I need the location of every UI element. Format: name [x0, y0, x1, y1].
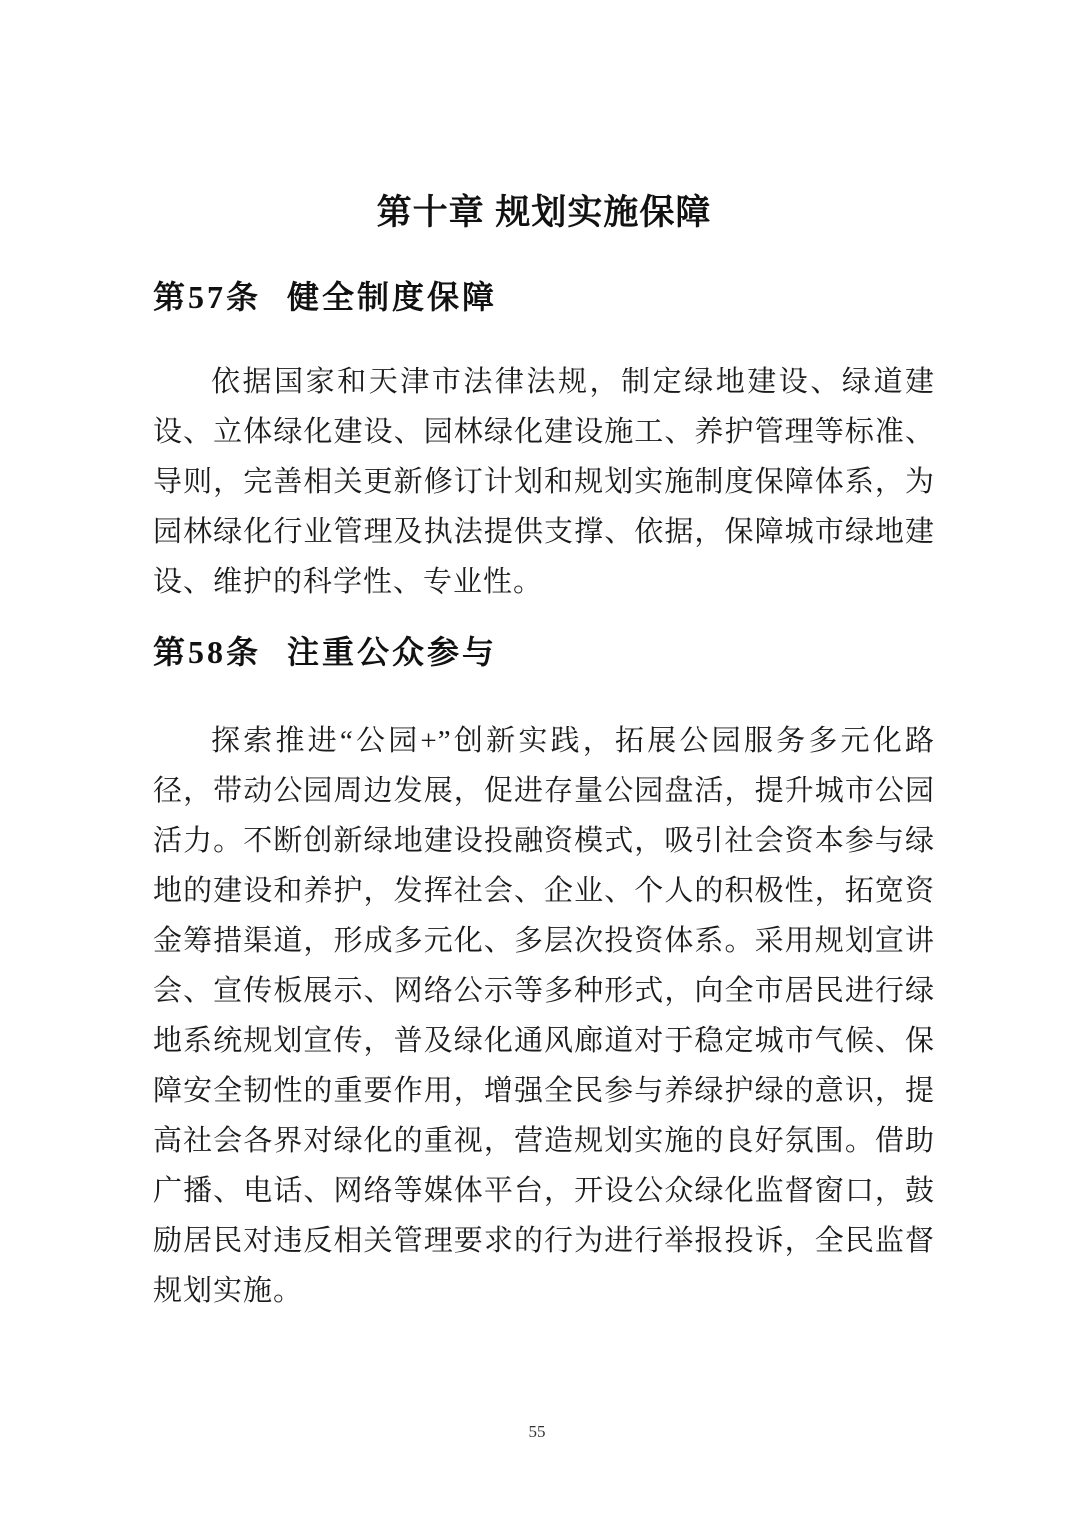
text-line: 依据国家和天津市法律法规，制定绿地建设、绿道建 [211, 366, 935, 398]
text-line: 规划实施。 [153, 1275, 304, 1307]
text-line: 设、立体绿化建设、园林绿化建设施工、养护管理等标准、 [153, 416, 935, 448]
text-line: 活力。不断创新绿地建设投融资模式，吸引社会资本参与绿 [153, 825, 935, 857]
article-58-heading [153, 632, 935, 672]
text-line: 地的建设和养护，发挥社会、企业、个人的积极性，拓宽资 [153, 875, 935, 907]
article-58-paragraph [153, 716, 935, 1316]
text-line: 广播、电话、网络等媒体平台，开设公众绿化监督窗口，鼓 [153, 1175, 935, 1207]
text-line: 设、维护的科学性、专业性。 [153, 566, 544, 598]
text-line: 励居民对违反相关管理要求的行为进行举报投诉，全民监督 [153, 1225, 935, 1257]
article-57-title: 健全制度保障 [287, 279, 498, 315]
text-line: 园林绿化行业管理及执法提供支撑、依据，保障城市绿地建 [153, 516, 935, 548]
text-line: 金筹措渠道，形成多元化、多层次投资体系。采用规划宣讲 [153, 925, 935, 957]
text-line: 障安全韧性的重要作用，增强全民参与养绿护绿的意识，提 [153, 1075, 935, 1107]
text-line: 探索推进“公园+”创新实践，拓展公园服务多元化路 [211, 725, 935, 757]
text-line: 会、宣传板展示、网络公示等多种形式，向全市居民进行绿 [153, 975, 935, 1007]
page-number: 55 [528, 1422, 546, 1441]
text-line: 高社会各界对绿化的重视，营造规划实施的良好氛围。借助 [153, 1125, 935, 1157]
article-58-number: 第58条 [153, 634, 262, 670]
text-line: 地系统规划宣传，普及绿化通风廊道对于稳定城市气候、保 [153, 1025, 935, 1057]
text-line: 导则，完善相关更新修订计划和规划实施制度保障体系，为 [153, 466, 935, 498]
text-line: 径，带动公园周边发展，促进存量公园盘活，提升城市公园 [153, 775, 935, 807]
article-57-paragraph [153, 357, 935, 607]
chapter-title: 第十章 规划实施保障 [376, 193, 712, 232]
article-58-title: 注重公众参与 [287, 634, 498, 670]
article-57-number: 第57条 [153, 279, 262, 315]
article-57-heading [153, 277, 935, 317]
